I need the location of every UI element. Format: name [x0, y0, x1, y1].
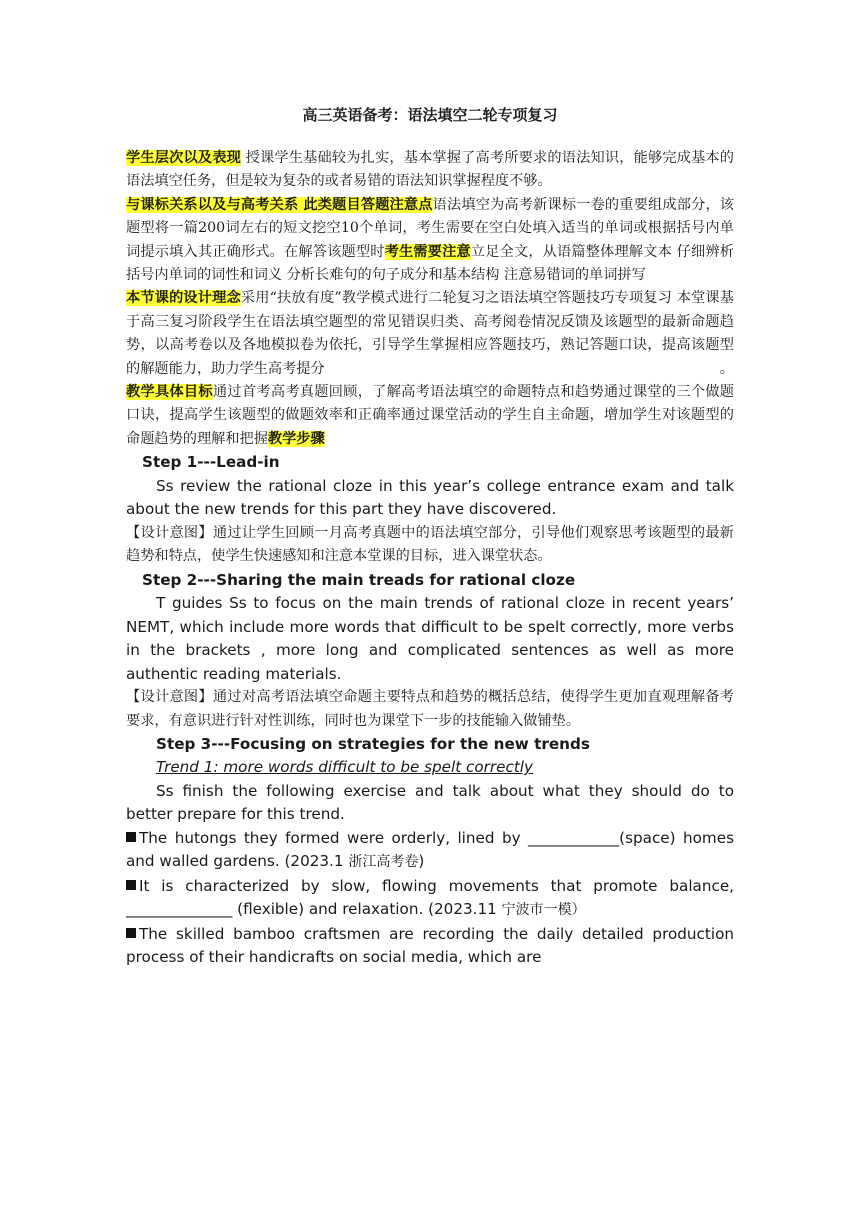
paragraph-text: 采用“扶放有度”教学模式进行二轮复习之语法填空答题技巧专项复习 本堂课基于高三复习阶段学生在语法填空题型的常见错误归类、高考阅卷情况反馈及该题型的最新命题趋势，以高考卷以及各地模拟卷为依托，引导学生掌握相应答题技巧，熟记答题口诀，提高该题型的解题能力，助力学生高考提分 [126, 290, 734, 377]
step1-text: Ss review the rational cloze in this year’s college entrance exam and talk about the new trends for this part they have discovered. [126, 476, 734, 519]
exercise-item [126, 923, 734, 970]
step2-intent: 【设计意图】通过对高考语法填空命题主要特点和趋势的概括总结，使得学生更加直观理解备考要求，有意识进行针对性训练，同时也为课堂下一步的技能输入做铺垫。 [126, 689, 734, 729]
paragraph-end-mark: 。 [719, 360, 734, 377]
paragraph-text: 语法填空为高考新课标一卷的重要组成部分，该题型将一篇200词左右的短文挖空10个单词，考生需要在空白处填入适当的单词或根据括号内单词提示填入其正确形式。在解答该题型时 [126, 196, 734, 260]
square-bullet-icon [126, 832, 136, 842]
paragraph-text: 立足全文，从语篇整体理解文本 仔细辨析括号内单词的词性和词义 分析长难句的句子成分和基本结构 注意易错词的单词拼写 [126, 243, 734, 284]
document-body [126, 104, 734, 970]
highlight-label: 考生需要注意 [384, 243, 471, 260]
exercise-source: 宁波市一模 [501, 902, 572, 919]
paragraph-relation [126, 194, 734, 288]
step2-heading: Step 2---Sharing the main treads for rational cloze [142, 570, 576, 589]
paragraph-students [126, 147, 734, 194]
step1-heading: Step 1---Lead-in [142, 453, 280, 472]
exercise-text: The hutongs they formed were orderly, lined by ____________(space) homes and walled gardens. (2023.1 [126, 828, 734, 871]
highlight-label: 与课标关系以及与高考关系 此类题目答题注意点 [126, 196, 433, 213]
exercise-text: The skilled bamboo craftsmen are recording the daily detailed production process of their handicrafts on social media, which are [126, 924, 734, 967]
exercise-close: ） [571, 902, 586, 919]
exercise-item [126, 875, 734, 923]
highlight-label: 教学具体目标 [126, 384, 213, 401]
step2-text: T guides Ss to focus on the main trends of rational cloze in recent years’ NEMT, which include more words that difficult to be spelt correctly, more verbs in the brackets , more long and complicated sentences as well as more authentic reading materials. [126, 594, 734, 683]
highlight-label: 教学步骤 [267, 430, 325, 447]
square-bullet-icon [126, 928, 136, 938]
exercise-close: ) [418, 852, 425, 871]
square-bullet-icon [126, 880, 136, 890]
exercise-text: It is characterized by slow, flowing movements that promote balance, ______________ (flexible) and relaxation. (2023.11 [126, 876, 734, 919]
step3-text: Ss finish the following exercise and talk about what they should do to better prepare for this trend. [126, 781, 734, 824]
paragraph-goals [126, 381, 734, 451]
highlight-label: 学生层次以及表现 [126, 150, 241, 166]
paragraph-text: 授课学生基础较为扎实，基本掌握了高考所要求的语法知识，能够完成基本的语法填空任务，但是较为复杂的或者易错的语法知识掌握程度不够。 [126, 150, 734, 190]
exercise-item [126, 827, 734, 875]
paragraph-design [126, 287, 734, 381]
paragraph-text: 通过首考高考真题回顾，了解高考语法填空的命题特点和趋势通过课堂的三个做题口诀，提高学生该题型的做题效率和正确率通过课堂活动的学生自主命题，增加学生对该题型的命题趋势的理解和把握 [126, 384, 734, 447]
page-title: 高三英语备考：语法填空二轮专项复习 [302, 106, 558, 124]
exercise-source: 浙江高考卷 [348, 854, 419, 871]
step3-heading: Step 3---Focusing on strategies for the new trends [156, 734, 590, 753]
highlight-label: 本节课的设计理念 [126, 290, 241, 307]
trend1-heading: Trend 1: more words difficult to be spelt correctly [156, 758, 534, 777]
step1-intent: 【设计意图】通过让学生回顾一月高考真题中的语法填空部分，引导他们观察思考该题型的最新趋势和特点，使学生快速感知和注意本堂课的目标，进入课堂状态。 [126, 524, 734, 565]
